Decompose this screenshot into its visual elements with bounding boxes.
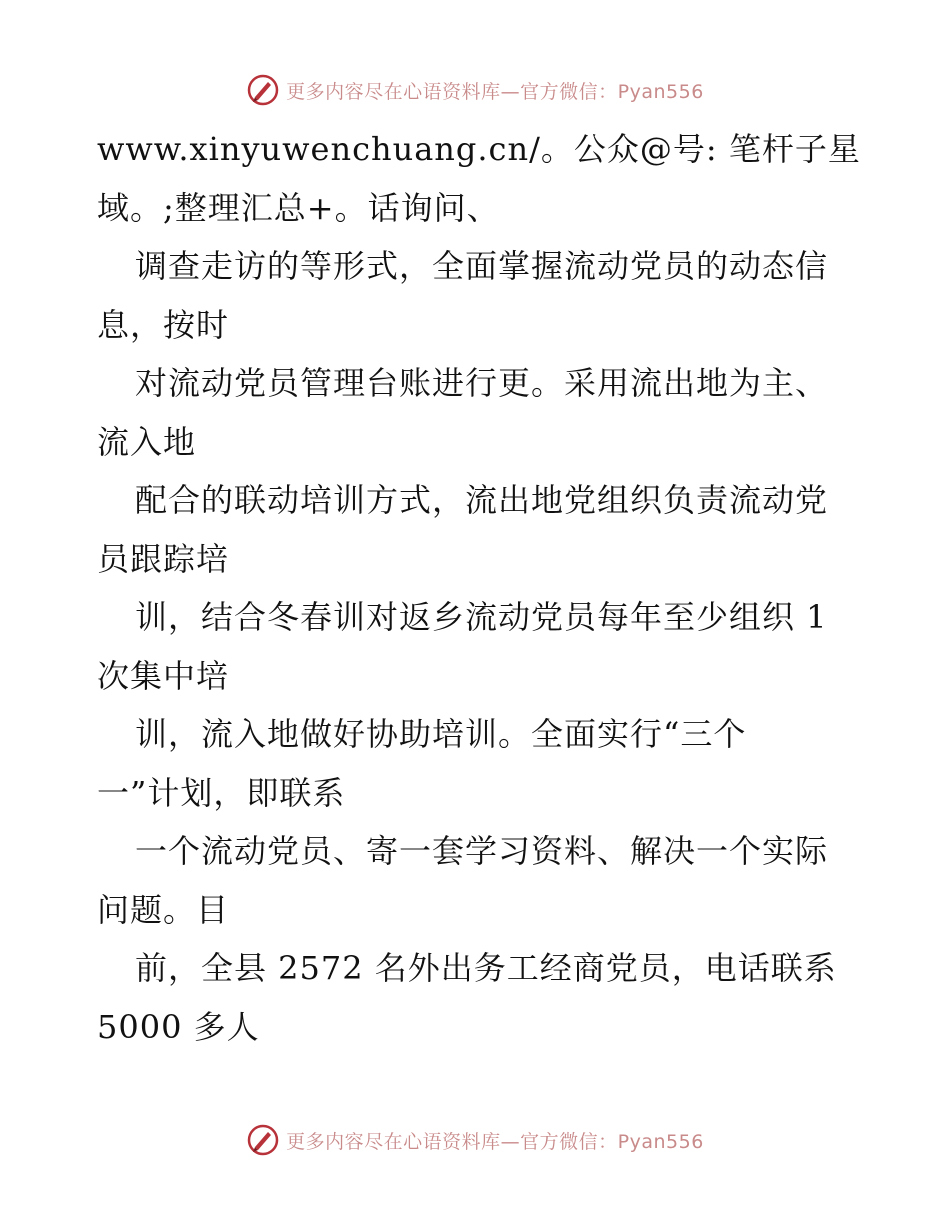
text-line: 对流动党员管理台账进行更。采用流出地为主、 (135, 364, 829, 402)
text-line: 流入地 (97, 422, 197, 461)
text-line: 次集中培 (97, 656, 230, 695)
text-line: 调查走访的等形式，全面掌握流动党员的动态信 (135, 247, 829, 285)
document-body (97, 124, 861, 1060)
text-line: 员跟踪培 (97, 539, 230, 578)
footer-watermark-text: 更多内容尽在心语资料库—官方微信：Pyan556 (286, 1130, 704, 1153)
header-watermark (0, 70, 950, 110)
text-line: 问题。目 (97, 890, 230, 929)
text-line: 5000 多人 (97, 1007, 260, 1046)
text-line: 域。;整理汇总+。话询问、 (97, 188, 500, 227)
text-line: 训，流入地做好协助培训。全面实行“三个 (135, 715, 747, 753)
text-line: 配合的联动培训方式，流出地党组织负责流动党 (135, 481, 829, 519)
header-watermark-text: 更多内容尽在心语资料库—官方微信：Pyan556 (286, 80, 704, 103)
text-line: www.xinyuwenchuang.cn/。公众@号: 笔杆子星 (97, 130, 861, 168)
pen-logo-icon (246, 1123, 280, 1157)
footer-watermark (0, 1120, 950, 1160)
text-line: 息，按时 (97, 305, 230, 344)
text-line: 训，结合冬春训对返乡流动党员每年至少组织 1 (135, 598, 828, 636)
text-line: 前，全县 2572 名外出务工经商党员，电话联系 (135, 949, 837, 987)
text-line: 一个流动党员、寄一套学习资料、解决一个实际 (135, 832, 829, 870)
text-line: 一”计划，即联系 (97, 773, 346, 812)
pen-logo-icon (246, 73, 280, 107)
